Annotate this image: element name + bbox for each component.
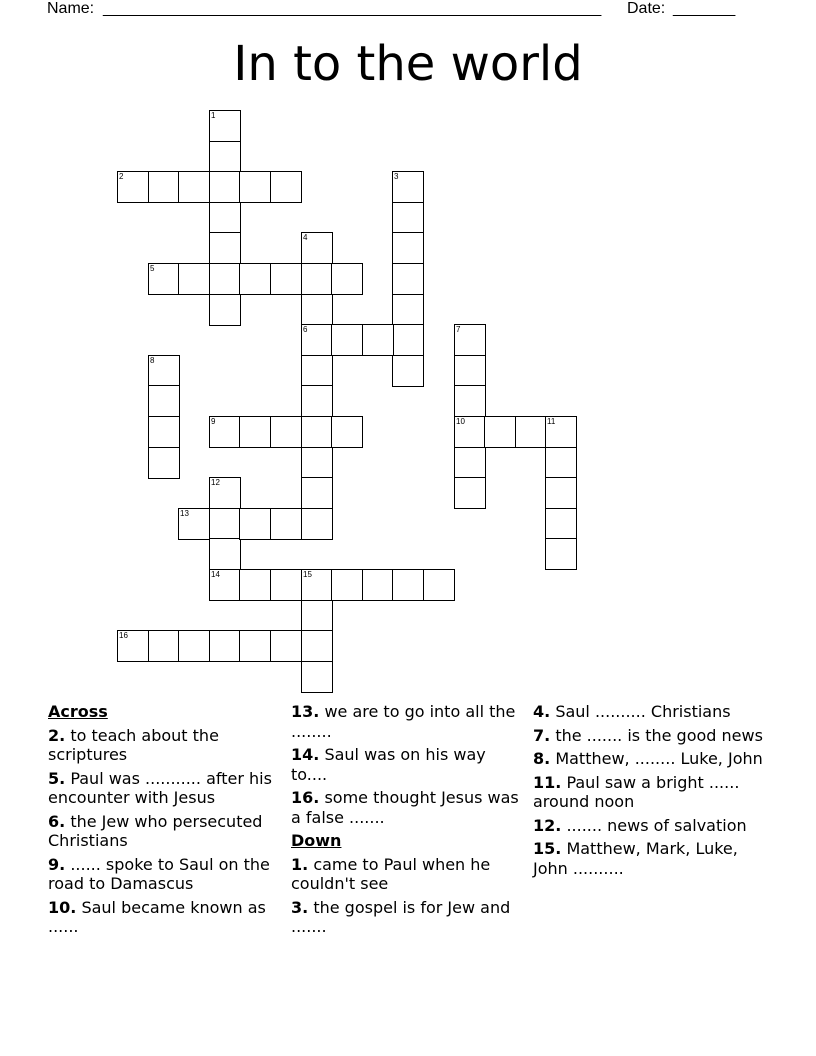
clue-number: 4. — [533, 702, 551, 721]
grid-cell[interactable] — [454, 324, 486, 356]
grid-cell[interactable] — [392, 202, 424, 234]
cell-number: 3 — [394, 172, 399, 181]
grid-cell[interactable] — [209, 538, 241, 570]
cell-number: 16 — [119, 631, 128, 640]
clue-down-1 — [291, 855, 523, 894]
clue-across-10 — [48, 898, 280, 937]
grid-cell[interactable] — [392, 569, 424, 601]
grid-cell[interactable] — [209, 232, 241, 264]
grid-cell[interactable] — [209, 630, 241, 662]
grid-cell[interactable] — [301, 355, 333, 387]
grid-cell[interactable] — [239, 630, 271, 662]
clue-down-15 — [533, 839, 765, 878]
grid-cell[interactable] — [454, 477, 486, 509]
date-label: Date: — [627, 0, 666, 17]
grid-cell[interactable] — [301, 416, 333, 448]
clue-text: Saul .......... Christians — [555, 702, 731, 721]
grid-cell[interactable] — [148, 385, 180, 417]
grid-cell[interactable] — [454, 447, 486, 479]
grid-cell[interactable] — [148, 263, 180, 295]
clue-number: 1. — [291, 854, 309, 874]
grid-cell[interactable] — [178, 263, 210, 295]
cell-number: 12 — [211, 478, 220, 487]
clue-text: Saul became known as ...... — [48, 897, 266, 936]
clue-down-12 — [533, 816, 765, 836]
cell-number: 5 — [150, 264, 155, 273]
grid-cell[interactable] — [301, 477, 333, 509]
clue-text: Matthew, Mark, Luke, John .......... — [533, 839, 738, 878]
clue-text: we are to go into all the ........ — [291, 702, 516, 741]
clue-down-7 — [533, 726, 765, 746]
clue-down-8 — [533, 749, 765, 769]
grid-cell[interactable] — [239, 263, 271, 295]
clue-across-2 — [48, 726, 280, 765]
grid-cell[interactable] — [301, 630, 333, 662]
name-label: Name: — [47, 0, 95, 17]
cell-number: 8 — [150, 356, 155, 365]
grid-cell[interactable] — [331, 416, 363, 448]
clue-text: the ....... is the good news — [555, 725, 763, 745]
grid-cell[interactable] — [301, 447, 333, 479]
grid-cell[interactable] — [148, 171, 180, 203]
grid-cell[interactable] — [301, 600, 333, 632]
clues-column-3 — [533, 702, 765, 882]
grid-cell[interactable] — [209, 263, 241, 295]
name-field[interactable]: ________________________________________________________ — [103, 0, 602, 17]
grid-cell[interactable] — [331, 324, 363, 356]
grid-cell[interactable] — [148, 416, 180, 448]
clue-across-13 — [291, 702, 523, 741]
grid-cell[interactable] — [454, 355, 486, 387]
grid-cell[interactable] — [545, 416, 577, 448]
cell-number: 10 — [456, 417, 465, 426]
grid-cell[interactable] — [209, 171, 241, 203]
grid-cell[interactable] — [301, 569, 333, 601]
grid-cell[interactable] — [331, 263, 363, 295]
grid-cell[interactable] — [545, 477, 577, 509]
clue-text: ....... news of salvation — [566, 815, 747, 835]
grid-cell[interactable] — [239, 569, 271, 601]
clue-number: 7. — [533, 725, 551, 745]
clue-across-5 — [48, 769, 280, 808]
down-heading: Down — [291, 831, 342, 850]
cell-number: 4 — [303, 233, 308, 242]
grid-cell[interactable] — [270, 171, 302, 203]
grid-cell[interactable] — [209, 141, 241, 173]
grid-cell[interactable] — [209, 202, 241, 234]
grid-cell[interactable] — [178, 171, 210, 203]
grid-cell[interactable] — [392, 355, 424, 387]
clue-text: Saul was on his way to.... — [291, 745, 486, 784]
clue-down-4 — [533, 702, 765, 722]
grid-cell[interactable] — [362, 324, 394, 356]
grid-cell[interactable] — [117, 630, 149, 662]
grid-cell[interactable] — [148, 447, 180, 479]
cell-number: 14 — [211, 570, 220, 579]
grid-cell[interactable] — [270, 569, 302, 601]
cell-number: 13 — [180, 509, 189, 518]
clue-text: Paul saw a bright ...... around noon — [533, 772, 740, 811]
grid-cell[interactable] — [545, 447, 577, 479]
cell-number: 9 — [211, 417, 216, 426]
across-heading: Across — [48, 702, 108, 721]
date-field[interactable]: _______ — [673, 0, 736, 17]
grid-cell[interactable] — [148, 355, 180, 387]
clue-text: Paul was ........... after his encounter with Jesus — [48, 768, 272, 807]
grid-cell[interactable] — [178, 508, 210, 540]
cell-number: 6 — [303, 325, 308, 334]
clue-number: 3. — [291, 897, 309, 917]
clue-number: 9. — [48, 854, 66, 874]
cell-number: 11 — [547, 417, 556, 426]
clue-number: 11. — [533, 772, 562, 792]
clue-text: Matthew, ........ Luke, John — [555, 749, 763, 768]
clue-number: 14. — [291, 745, 320, 764]
clue-number: 16. — [291, 788, 320, 807]
grid-cell[interactable] — [392, 324, 424, 356]
grid-cell[interactable] — [301, 385, 333, 417]
grid-cell[interactable] — [270, 416, 302, 448]
clue-text: ...... spoke to Saul on the road to Damascus — [48, 854, 270, 893]
grid-cell[interactable] — [392, 263, 424, 295]
cell-number: 1 — [211, 111, 216, 120]
clues-column-2 — [291, 702, 523, 941]
clues-column-1 — [48, 702, 280, 941]
clue-number: 5. — [48, 768, 66, 788]
clue-number: 13. — [291, 702, 320, 721]
clue-number: 15. — [533, 839, 562, 858]
clue-number: 2. — [48, 725, 66, 745]
clue-down-3 — [291, 898, 523, 937]
grid-cell[interactable] — [117, 171, 149, 203]
clue-text: the gospel is for Jew and ....... — [291, 897, 511, 936]
cell-number: 2 — [119, 172, 124, 181]
grid-cell[interactable] — [270, 508, 302, 540]
grid-cell[interactable] — [209, 477, 241, 509]
page-title: In to the world — [233, 36, 583, 92]
clue-across-14 — [291, 745, 523, 784]
header — [0, 0, 816, 20]
grid-cell[interactable] — [545, 508, 577, 540]
clue-text: the Jew who persecuted Christians — [48, 811, 263, 850]
grid-cell[interactable] — [362, 569, 394, 601]
grid-cell[interactable] — [301, 661, 333, 693]
grid-cell[interactable] — [239, 171, 271, 203]
grid-cell[interactable] — [331, 569, 363, 601]
grid-cell[interactable] — [301, 324, 333, 356]
grid-cell[interactable] — [209, 508, 241, 540]
grid-cell[interactable] — [209, 569, 241, 601]
grid-cell[interactable] — [301, 508, 333, 540]
grid-cell[interactable] — [178, 630, 210, 662]
clue-across-9 — [48, 855, 280, 894]
clue-text: to teach about the scriptures — [48, 725, 219, 764]
clue-across-16 — [291, 788, 523, 827]
clue-number: 10. — [48, 897, 77, 917]
grid-cell[interactable] — [392, 294, 424, 326]
grid-cell[interactable] — [301, 232, 333, 264]
grid-cell[interactable] — [239, 508, 271, 540]
grid-cell[interactable] — [239, 416, 271, 448]
grid-cell[interactable] — [270, 630, 302, 662]
grid-cell[interactable] — [515, 416, 547, 448]
clue-number: 6. — [48, 811, 66, 831]
grid-cell[interactable] — [454, 385, 486, 417]
grid-cell[interactable] — [423, 569, 455, 601]
clue-down-11 — [533, 773, 765, 812]
cell-number: 15 — [303, 570, 312, 579]
grid-cell[interactable] — [392, 171, 424, 203]
grid-cell[interactable] — [270, 263, 302, 295]
grid-cell[interactable] — [392, 232, 424, 264]
grid-cell[interactable] — [545, 538, 577, 570]
grid-cell[interactable] — [209, 416, 241, 448]
cell-number: 7 — [456, 325, 461, 334]
clue-number: 8. — [533, 749, 551, 768]
grid-cell[interactable] — [454, 416, 486, 448]
grid-cell[interactable] — [148, 630, 180, 662]
grid-cell[interactable] — [209, 110, 241, 142]
clue-text: came to Paul when he couldn't see — [291, 854, 491, 893]
clue-across-6 — [48, 812, 280, 851]
grid-cell[interactable] — [484, 416, 516, 448]
grid-cell[interactable] — [301, 263, 333, 295]
grid-cell[interactable] — [209, 294, 241, 326]
clue-number: 12. — [533, 815, 562, 835]
clue-text: some thought Jesus was a false ....... — [291, 788, 519, 827]
grid-cell[interactable] — [301, 294, 333, 326]
